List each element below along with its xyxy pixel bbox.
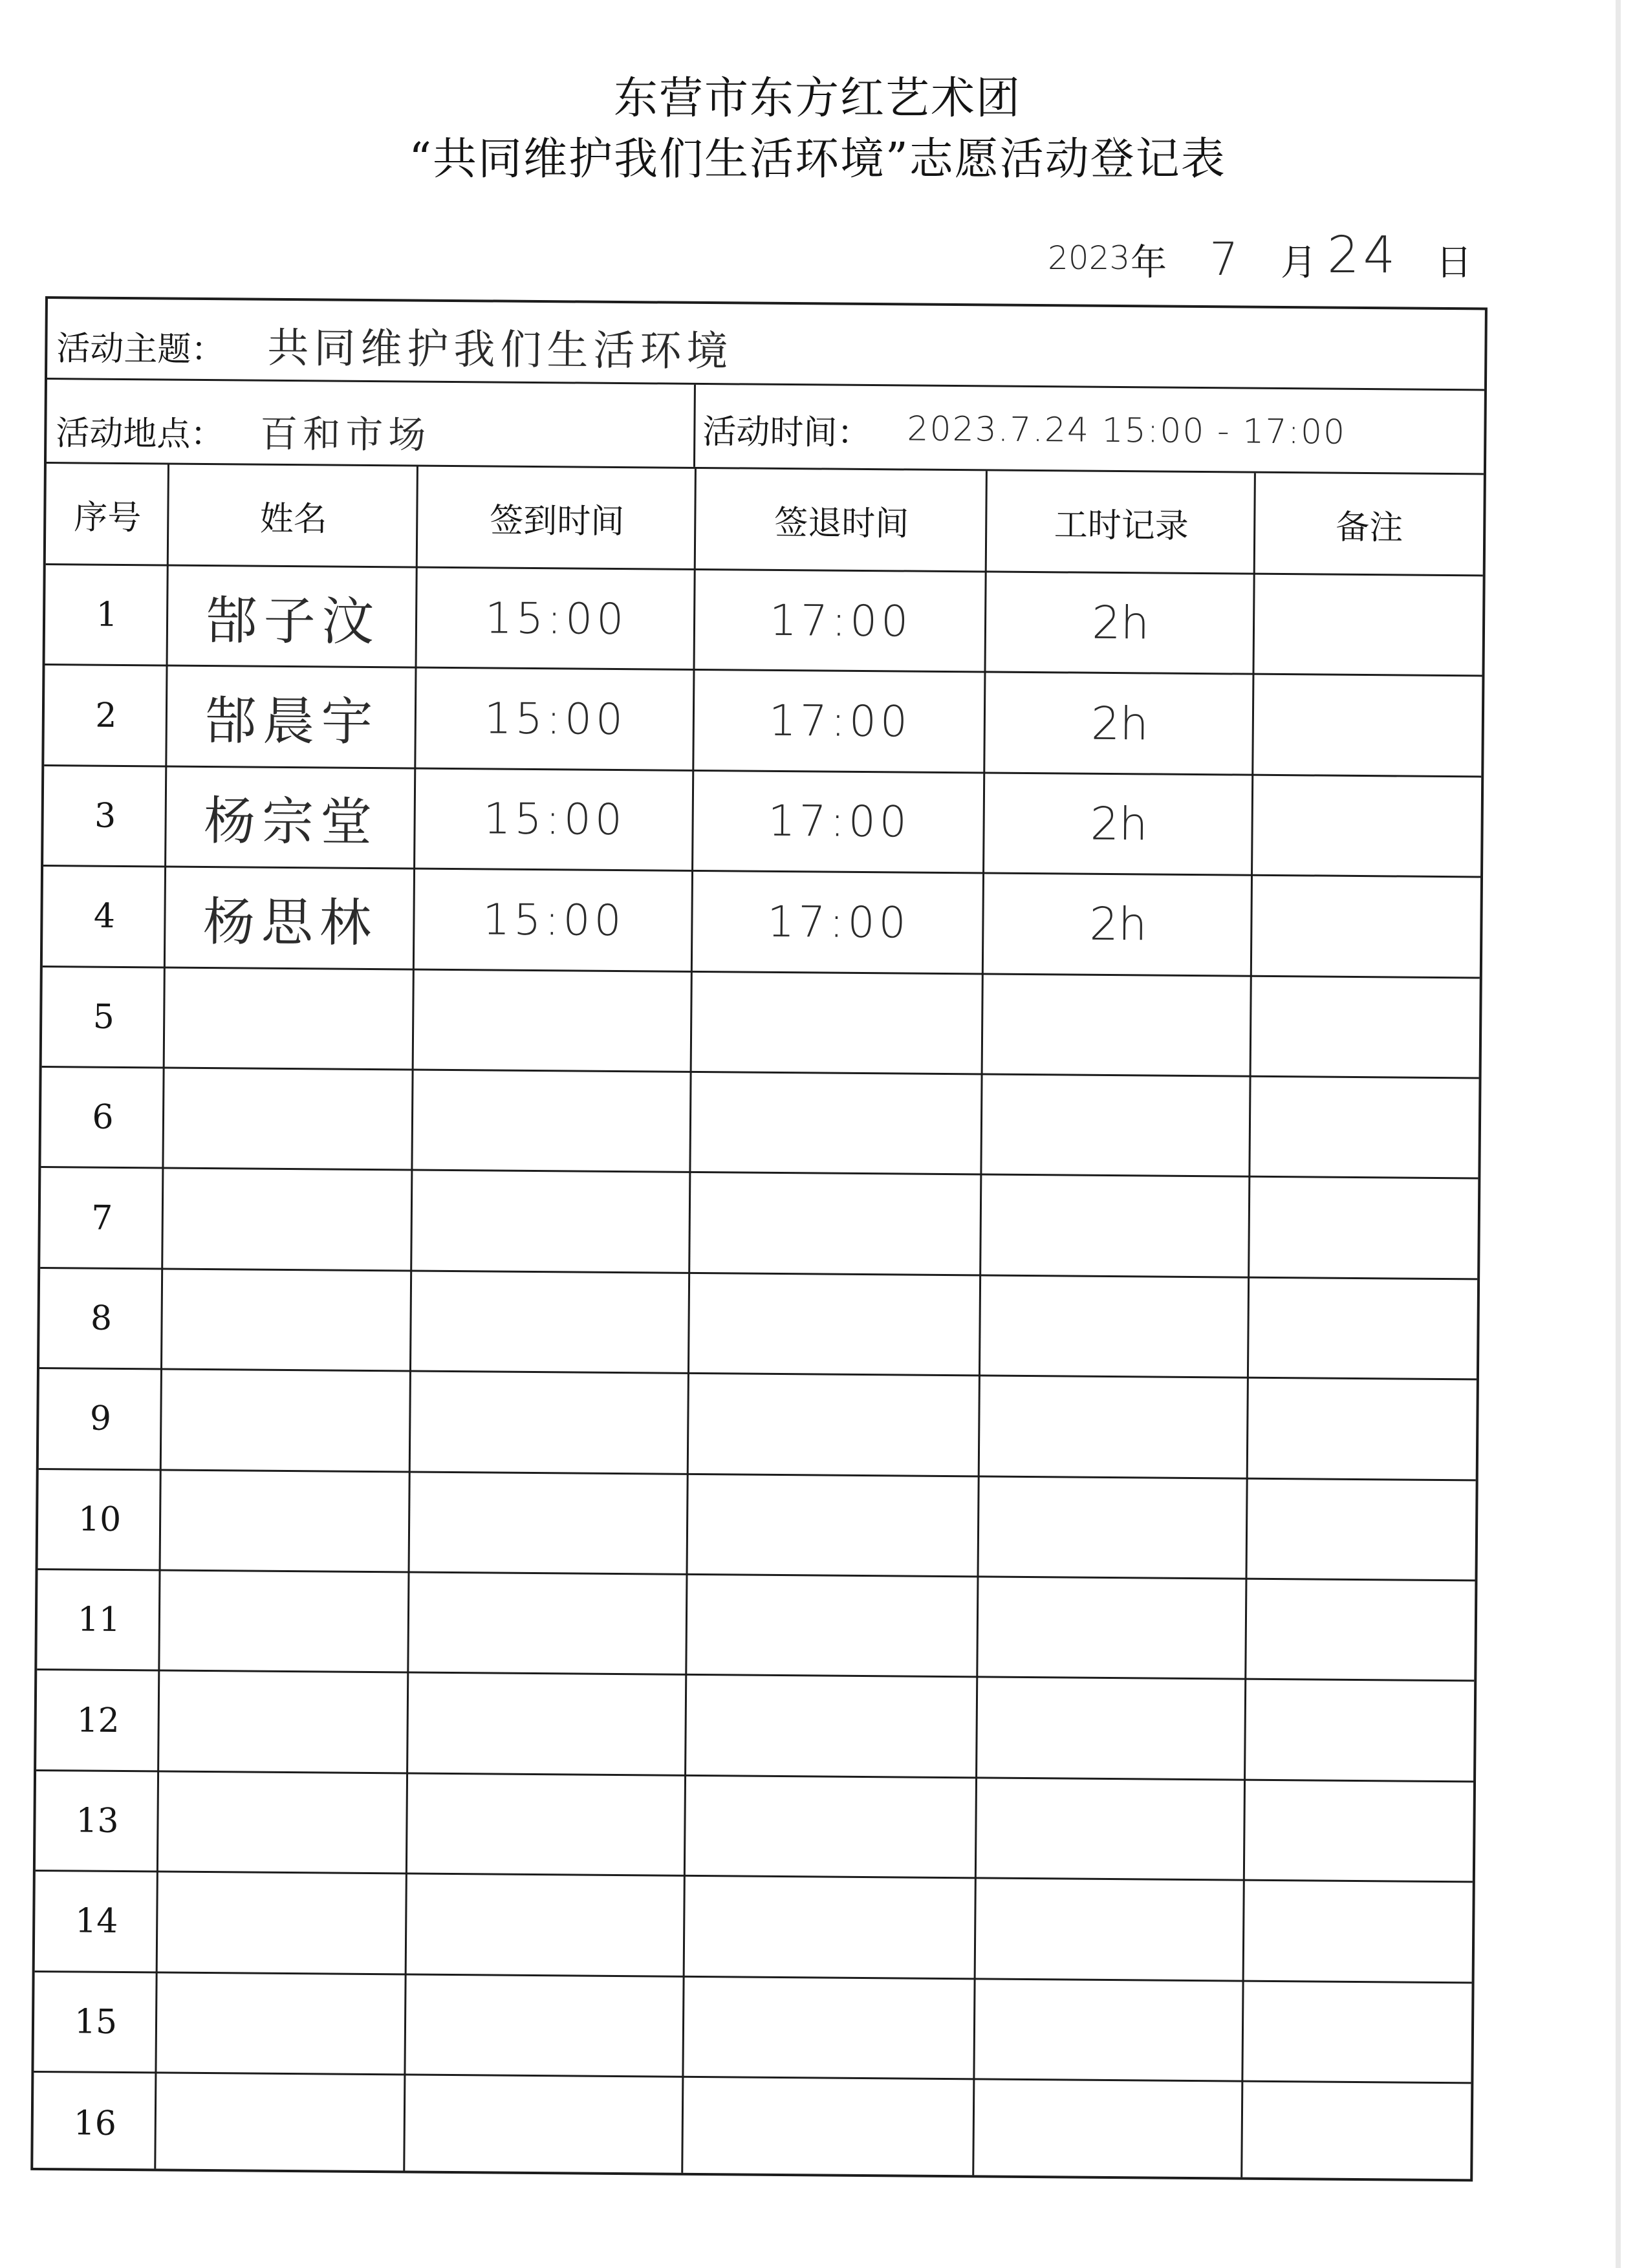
row-no: 8 <box>90 1299 113 1338</box>
row-name <box>162 1370 411 1471</box>
row-no: 9 <box>89 1399 112 1439</box>
table-row <box>33 2073 1471 2185</box>
row-no: 15 <box>74 2002 118 2042</box>
row-name <box>159 1672 409 1772</box>
row-sign-out <box>686 1676 978 1777</box>
row-hours: 2h <box>1089 898 1147 951</box>
row-sign-in: 15:00 <box>482 894 625 945</box>
theme-label: 活动主题： <box>56 329 225 370</box>
row-note <box>1254 575 1482 675</box>
row-sign-out: 17:00 <box>768 695 912 747</box>
date-day-label: 日 <box>1436 242 1472 284</box>
row-note <box>1253 775 1481 876</box>
row-note <box>1248 1379 1477 1479</box>
location-label: 活动地点： <box>56 414 224 455</box>
row-hours <box>980 1276 1250 1377</box>
row-sign-out <box>691 1073 982 1174</box>
row-sign-out: 17:00 <box>767 896 910 948</box>
row-name <box>157 1973 406 2073</box>
table-row <box>39 1269 1477 1381</box>
row-no: 6 <box>92 1097 114 1138</box>
row-no: 7 <box>91 1198 113 1238</box>
table-row <box>38 1470 1476 1582</box>
header-sign-in: 签到时间 <box>490 501 625 541</box>
row-hours: 2h <box>1091 596 1150 650</box>
time-label: 活动时间： <box>702 412 871 453</box>
row-note <box>1245 1780 1473 1881</box>
row-note <box>1250 1178 1478 1278</box>
header-sign-out: 签退时间 <box>774 503 909 543</box>
table-row <box>43 766 1481 878</box>
row-sign-out <box>685 1877 977 1978</box>
row-hours <box>974 2080 1243 2183</box>
row-sign-in <box>405 2075 684 2178</box>
row-hours <box>980 1377 1249 1478</box>
row-hours <box>983 975 1252 1075</box>
row-note <box>1246 1580 1475 1680</box>
row-hours <box>982 1075 1251 1176</box>
row-name <box>160 1571 409 1671</box>
header-hours: 工时记录 <box>1054 505 1189 546</box>
row-hours <box>977 1678 1246 1779</box>
row-sign-in <box>411 1372 689 1473</box>
table-row <box>39 1369 1477 1481</box>
header-name: 姓名 <box>259 499 328 539</box>
row-no: 16 <box>73 2104 117 2143</box>
header-no: 序号 <box>74 497 142 537</box>
row-hours <box>977 1778 1246 1879</box>
row-sign-in: 15:00 <box>483 794 627 845</box>
row-note <box>1251 977 1480 1077</box>
row-name <box>156 2073 406 2176</box>
time-value: 2023.7.24 15:00 - 17:00 <box>907 409 1347 452</box>
table-row <box>43 867 1480 978</box>
row-no: 10 <box>78 1500 122 1539</box>
row-note <box>1247 1479 1475 1579</box>
row-name: 郜晨宇 <box>204 691 380 753</box>
row-sign-out: 17:00 <box>768 796 911 848</box>
header-note: 备注 <box>1336 508 1403 547</box>
row-sign-in <box>412 1171 691 1272</box>
row-name <box>158 1772 408 1872</box>
table-row <box>45 565 1483 677</box>
row-sign-in <box>411 1271 690 1372</box>
row-no: 1 <box>96 595 118 635</box>
location-time-divider <box>693 385 696 467</box>
row-sign-out <box>688 1474 980 1575</box>
row-hours: 2h <box>1090 797 1148 851</box>
row-sign-out <box>689 1374 980 1475</box>
row-sign-out <box>686 1777 977 1877</box>
location-time-row <box>47 380 1484 475</box>
row-sign-out <box>687 1575 979 1676</box>
row-hours <box>975 1980 1244 2080</box>
row-note <box>1250 1077 1478 1178</box>
table-row <box>40 1168 1478 1280</box>
row-sign-in <box>408 1674 687 1775</box>
table-row <box>37 1570 1475 1682</box>
date-day: 24 <box>1327 226 1400 285</box>
location-value: 百和市场 <box>260 411 431 457</box>
table-header-row <box>46 464 1484 576</box>
row-hours: 2h <box>1090 697 1149 750</box>
table-row <box>36 1771 1473 1883</box>
row-no: 11 <box>77 1600 121 1640</box>
row-name <box>163 1169 413 1269</box>
row-hours <box>976 1879 1245 1980</box>
date-month-label: 月 <box>1281 242 1317 284</box>
theme-row <box>47 299 1485 391</box>
row-sign-in: 15:00 <box>484 593 628 644</box>
row-hours <box>981 1176 1250 1277</box>
row-note <box>1253 675 1482 775</box>
row-note <box>1252 876 1480 977</box>
table-row <box>42 967 1480 1079</box>
row-sign-in <box>407 1774 686 1875</box>
table-row <box>44 665 1482 777</box>
row-sign-out <box>690 1173 982 1274</box>
row-sign-out <box>684 1977 975 2078</box>
row-note <box>1249 1278 1477 1378</box>
table-row <box>41 1068 1478 1180</box>
row-sign-out <box>692 972 984 1073</box>
row-sign-in <box>414 970 693 1071</box>
row-note <box>1244 1881 1473 1982</box>
row-no: 14 <box>74 1901 118 1941</box>
table-row <box>36 1670 1474 1782</box>
scan-page-edge <box>1616 0 1621 2268</box>
table-row <box>35 1872 1473 1983</box>
row-name: 郜子汶 <box>205 590 380 652</box>
form-date <box>1048 226 1481 290</box>
theme-value: 共同维护我们生活环境 <box>267 324 733 376</box>
org-name: 东营市东方红艺术团 <box>613 73 1021 124</box>
volunteer-table <box>33 464 1484 2179</box>
row-name: 杨思林 <box>202 891 378 953</box>
date-year-label: 年 <box>1131 242 1167 284</box>
row-sign-in <box>406 1975 684 2076</box>
row-sign-in <box>409 1573 688 1674</box>
form-title: “共同维护我们生活环境”志愿活动登记表 <box>409 134 1226 185</box>
row-sign-in <box>407 1875 686 1976</box>
row-name <box>162 1269 412 1370</box>
row-hours <box>979 1477 1248 1578</box>
row-hours <box>978 1577 1247 1678</box>
row-note <box>1242 2082 1471 2185</box>
row-sign-in <box>410 1473 689 1573</box>
table-row <box>34 1972 1471 2084</box>
row-name: 杨宗堂 <box>203 791 379 853</box>
row-name <box>165 968 415 1068</box>
row-sign-in: 15:00 <box>484 693 627 745</box>
row-name <box>158 1873 407 1973</box>
row-sign-in <box>413 1071 691 1172</box>
row-note <box>1246 1680 1474 1780</box>
row-no: 5 <box>92 997 115 1037</box>
row-no: 2 <box>95 696 117 735</box>
date-year: 2023 <box>1048 239 1131 277</box>
registration-form <box>30 296 1488 2181</box>
row-no: 13 <box>76 1801 119 1841</box>
date-month: 7 <box>1209 233 1242 286</box>
row-no: 12 <box>76 1701 120 1740</box>
row-no: 4 <box>93 896 116 936</box>
row-name <box>161 1471 411 1571</box>
row-sign-out: 17:00 <box>769 595 913 647</box>
row-name <box>164 1068 413 1169</box>
row-sign-out <box>689 1274 981 1375</box>
row-no: 3 <box>94 796 116 836</box>
row-sign-out <box>683 2078 975 2181</box>
row-note <box>1243 1982 1471 2082</box>
